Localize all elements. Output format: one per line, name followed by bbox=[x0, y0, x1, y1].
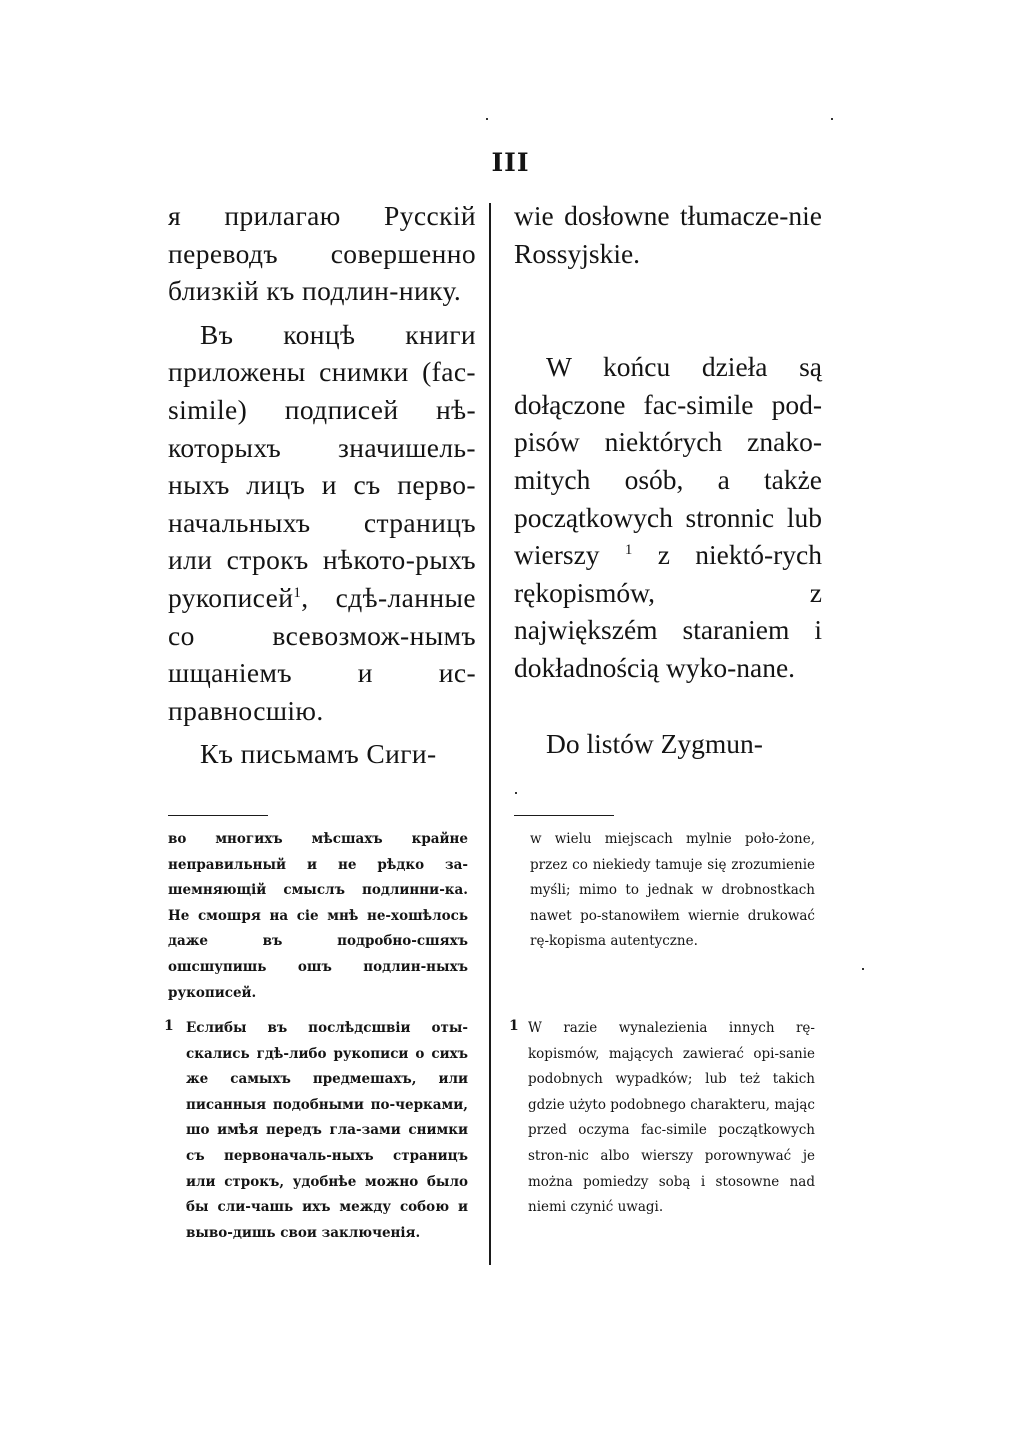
polish-footnote-rule bbox=[514, 815, 614, 816]
russian-paragraph-2 bbox=[168, 316, 476, 730]
russian-column bbox=[168, 197, 476, 773]
russian-paragraph-2-text-a: Въ концѣ книги приложены снимки (fac-simile) подписей нѣ-которыхъ значишель-ныхъ лицъ и съ перво-начальныхъ страницъ или строкъ нѣкото-рыхъ рукописей bbox=[168, 318, 476, 613]
column-divider bbox=[489, 203, 491, 1265]
scan-speck bbox=[831, 118, 833, 120]
polish-footnote-1: W razie wynalezienia innych rę-kopismów, mających zawierać opi-sanie podobnych wypadków; lub też takich gdzie użyto podobnego charakteru, mając przed oczyma fac-simile początkowych stron-nic albo wierszy porownywać je można pomiedzy sobą i stosowne nad niemi czynić uwagi. bbox=[528, 1020, 815, 1216]
polish-paragraph-2-text-b: z niektó-rych rękopismów, z największém staraniem i dokładnością wyko-nane. bbox=[514, 539, 823, 683]
polish-paragraph-3: Do listów Zygmun- bbox=[546, 727, 763, 759]
polish-paragraph-2 bbox=[514, 348, 822, 686]
russian-footnote-ref: 1 bbox=[293, 584, 302, 601]
russian-footnote-rule bbox=[168, 815, 268, 816]
russian-paragraph-2-text-b: , сдѣ-ланные со всевозмож-нымъ шщаніемъ и ис-правносшію. bbox=[168, 581, 476, 726]
russian-paragraph-3: Къ письмамъ Сиги- bbox=[200, 738, 437, 770]
russian-footnote-continuation: во многихъ мѣсшахъ крайне неправильный и не рѣдко за-шемняющій смыслъ подлинни-ка. Не смошря на сіе мнѣ не-хошѣлось даже въ подробно-сшяхъ ошсшупишь ошъ подлин-ныхъ рукописей. bbox=[168, 831, 468, 1001]
russian-footnote-1-number: 1 bbox=[164, 1018, 174, 1034]
polish-column bbox=[514, 197, 822, 762]
russian-footnote-1: Еслибы въ послѣдсшвіи оты-скались гдѣ-либо рукописи о сихъ же самыхъ предмешахъ, или писанныя подобными по-черками, шо имѣя передъ гла-зами снимки съ первоначаль-ныхъ страницъ или строкъ, удобнѣе можно было бы сли-чашь ихъ между собою и выво-дишь свои заключенія. bbox=[186, 1020, 468, 1241]
scan-speck bbox=[486, 118, 488, 120]
page-number: III bbox=[491, 148, 530, 177]
russian-paragraph-1: я прилагаю Русскій переводъ совершенно близкій къ подлин-нику. bbox=[168, 200, 476, 307]
polish-footnote-continuation: w wielu miejscach mylnie poło-żone, przez co niekiedy tamuje się zrozumienie myśli; mimo to jednak w drobnostkach nawet po-stanowiłem wiernie drukować rę-kopisma autentyczne. bbox=[530, 831, 815, 950]
polish-footnote-ref: 1 bbox=[624, 542, 633, 559]
polish-paragraph-2-text-a: W końcu dzieła są dołączone fac-simile pod-pisów niektórych znako-mitych osób, a także początkowych stronnic lub wierszy bbox=[514, 351, 822, 571]
scan-speck bbox=[862, 968, 864, 970]
polish-paragraph-1: wie dosłowne tłumacze-nie Rossyjskie. bbox=[514, 200, 822, 269]
scan-speck bbox=[515, 792, 517, 794]
polish-footnote-1-number: 1 bbox=[509, 1018, 519, 1034]
